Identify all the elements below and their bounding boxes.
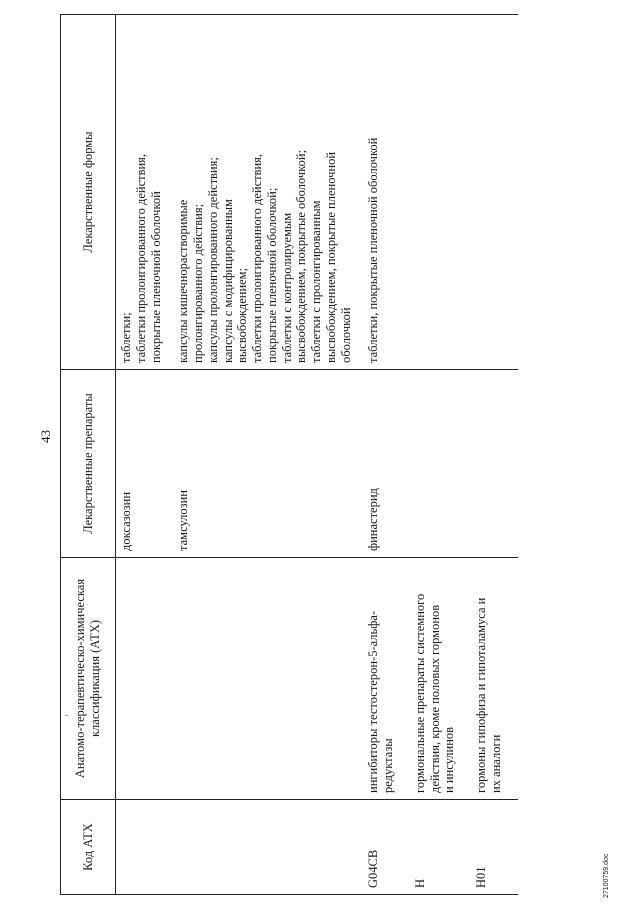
header-drugs: Лекарственные препараты bbox=[61, 370, 116, 558]
page-number: 43 bbox=[38, 430, 53, 443]
cell-code bbox=[116, 800, 174, 895]
cell-forms bbox=[173, 15, 363, 370]
drug-name: тамсулозин bbox=[176, 490, 191, 551]
cell-code bbox=[410, 800, 471, 895]
classification-line: гормональные препараты системного bbox=[412, 593, 427, 793]
cell-forms bbox=[363, 15, 410, 370]
header-classification: Анатомо-терапевтическо-химическая классификация (АТХ) bbox=[61, 558, 116, 800]
table-row bbox=[363, 15, 410, 895]
cell-classification bbox=[471, 558, 518, 800]
cell-code bbox=[173, 800, 363, 895]
cell-classification bbox=[173, 558, 363, 800]
cell-drug bbox=[363, 370, 410, 558]
form-line: капсулы пролонгированного действия; bbox=[205, 157, 220, 363]
form-line: пролонгированного действия; bbox=[191, 203, 205, 363]
header-code: Код АТХ bbox=[61, 800, 116, 895]
table-header-row bbox=[61, 15, 116, 895]
cell-classification bbox=[116, 558, 174, 800]
form-line: таблетки с контролируемым bbox=[279, 212, 294, 363]
atc-table-sheet bbox=[60, 15, 580, 895]
table-body bbox=[116, 15, 518, 895]
form-line: высвобождением; bbox=[235, 267, 250, 363]
drug-name: финастерид bbox=[366, 488, 381, 551]
form-line: таблетки, покрытые пленочной оболочкой bbox=[366, 137, 381, 363]
header-forms: Лекарственные формы bbox=[61, 15, 116, 370]
cell-drug bbox=[410, 370, 471, 558]
cell-code bbox=[363, 800, 410, 895]
cell-drug bbox=[173, 370, 363, 558]
form-line: оболочкой bbox=[338, 307, 353, 363]
classification-line: ингибиторы тестостерон-5-альфа- bbox=[366, 610, 381, 793]
cell-code bbox=[471, 800, 518, 895]
cell-drug bbox=[471, 370, 518, 558]
scan-mark bbox=[65, 715, 68, 716]
table-row bbox=[173, 15, 363, 895]
table-row bbox=[116, 15, 174, 895]
cell-forms bbox=[471, 15, 518, 370]
code-text: G04CB bbox=[366, 849, 381, 888]
form-line: капсулы кишечнорастворимые bbox=[176, 199, 191, 363]
footer-doc-code: 27100759.doc bbox=[603, 853, 610, 898]
form-line: покрытые пленочной оболочкой; bbox=[264, 187, 279, 363]
table-row bbox=[410, 15, 471, 895]
classification-line: их аналоги bbox=[488, 734, 503, 793]
cell-classification bbox=[363, 558, 410, 800]
drug-name: доксазозин bbox=[119, 491, 133, 551]
table-row bbox=[471, 15, 518, 895]
cell-forms bbox=[116, 15, 174, 370]
cell-drug bbox=[116, 370, 174, 558]
classification-line: действия, кроме половых гормонов bbox=[427, 604, 442, 793]
classification-line: гормоны гипофиза и гипоталамуса и bbox=[474, 597, 488, 793]
cell-forms bbox=[410, 15, 471, 370]
code-text: H01 bbox=[474, 866, 488, 888]
atc-table bbox=[60, 14, 518, 895]
form-line: капсулы с модифицированным bbox=[220, 199, 235, 363]
form-line: таблетки; bbox=[119, 312, 133, 363]
cell-classification bbox=[410, 558, 471, 800]
classification-line: и инсулинов bbox=[442, 726, 457, 793]
form-line: высвобождением, покрытые пленочной bbox=[323, 151, 338, 363]
form-line: покрытые пленочной оболочкой bbox=[148, 191, 163, 363]
form-line: таблетки с пролонгированным bbox=[309, 200, 323, 363]
form-line: таблетки пролонгированного действия, bbox=[133, 153, 148, 363]
form-line: высвобождением, покрытые оболочкой; bbox=[294, 149, 309, 363]
code-text: H bbox=[412, 878, 427, 888]
classification-line: редуктазы bbox=[381, 738, 395, 793]
form-line: таблетки пролонгированного действия, bbox=[250, 153, 264, 363]
